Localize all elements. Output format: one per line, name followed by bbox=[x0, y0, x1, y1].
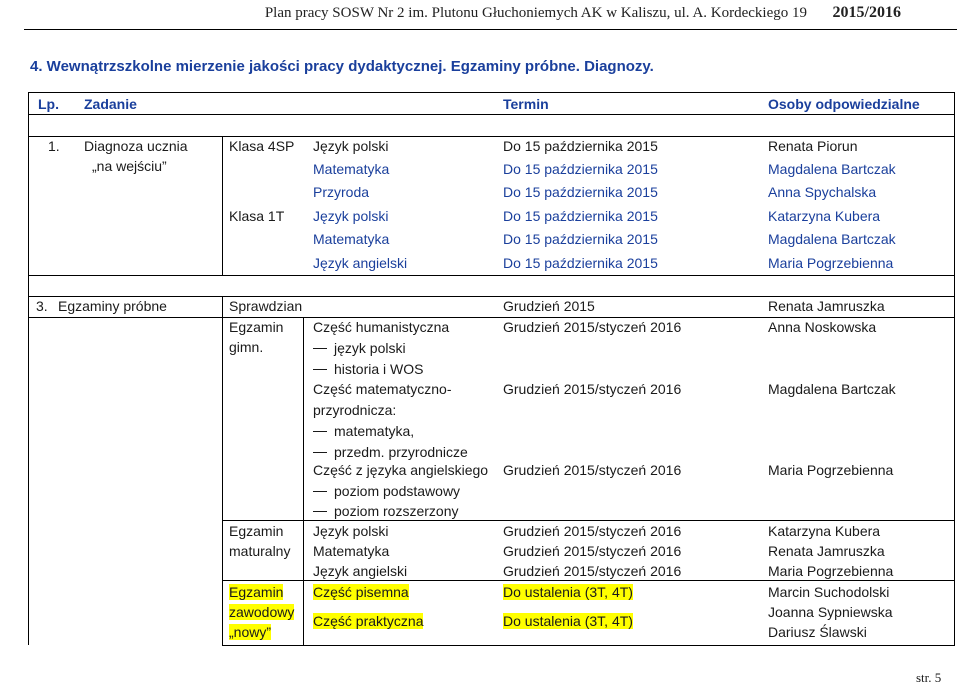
subject: Język polski bbox=[313, 138, 389, 154]
part-title: Część matematyczno- bbox=[313, 381, 452, 397]
termin: Do 15 października 2015 bbox=[503, 184, 658, 200]
osoba: Magdalena Bartczak bbox=[768, 161, 896, 177]
subject: Język angielski bbox=[313, 563, 408, 579]
exam-type-text: Egzamin bbox=[229, 584, 284, 600]
exam-type: gimn. bbox=[229, 339, 264, 355]
termin: Do 15 października 2015 bbox=[503, 138, 658, 154]
row-lp: 3. bbox=[36, 298, 48, 314]
page-number: str. 5 bbox=[916, 670, 942, 685]
dash-bullet bbox=[313, 348, 327, 349]
termin: Do 15 października 2015 bbox=[503, 255, 658, 271]
part-item: poziom rozszerzony bbox=[334, 503, 459, 519]
osoba: Maria Pogrzebienna bbox=[768, 255, 894, 271]
subject: Język polski bbox=[313, 208, 389, 224]
part-title: Część humanistyczna bbox=[313, 319, 450, 335]
part-item: matematyka, bbox=[334, 423, 415, 439]
dash-bullet bbox=[313, 431, 327, 432]
osoba: Anna Spychalska bbox=[768, 184, 877, 200]
exam-type bbox=[229, 583, 283, 601]
termin: Grudzień 2015/styczeń 2016 bbox=[503, 319, 682, 335]
task-name: Diagnoza ucznia bbox=[84, 138, 188, 154]
osoba: Maria Pogrzebienna bbox=[768, 563, 894, 579]
column-header-lp: Lp. bbox=[38, 96, 59, 112]
header-text: Plan pracy SOSW Nr 2 im. Plutonu Głuchoniemych AK w Kaliszu, ul. A. Kordeckiego 19 bbox=[264, 5, 807, 21]
exam-type: maturalny bbox=[229, 543, 291, 559]
subject-text: Część praktyczna bbox=[313, 613, 424, 629]
exam-type: Egzamin bbox=[229, 523, 284, 539]
task-name: Egzaminy próbne bbox=[58, 298, 167, 314]
osoba: Anna Noskowska bbox=[768, 319, 877, 335]
subject: Matematyka bbox=[313, 231, 390, 247]
part-title: Część z języka angielskiego bbox=[313, 462, 489, 478]
dash-bullet bbox=[313, 511, 327, 512]
task-name: „na wejściu” bbox=[92, 158, 167, 174]
dash-bullet bbox=[313, 452, 327, 453]
column-header-termin: Termin bbox=[503, 96, 549, 112]
osoba: Magdalena Bartczak bbox=[768, 381, 896, 397]
exam-type bbox=[229, 623, 271, 641]
subject: Język polski bbox=[313, 523, 389, 539]
osoba: Joanna Sypniewska bbox=[768, 604, 893, 620]
subject: Przyroda bbox=[313, 184, 370, 200]
osoba: Maria Pogrzebienna bbox=[768, 462, 894, 478]
section-title: 4. Wewnątrzszkolne mierzenie jakości pracy dydaktycznej. Egzaminy próbne. Diagnozy. bbox=[30, 58, 654, 75]
termin-text: Do ustalenia (3T, 4T) bbox=[503, 584, 633, 600]
termin: Grudzień 2015/styczeń 2016 bbox=[503, 523, 682, 539]
termin-text: Do ustalenia (3T, 4T) bbox=[503, 613, 633, 629]
header-rule bbox=[24, 29, 957, 30]
dash-bullet bbox=[313, 491, 327, 492]
osoba: Renata Jamruszka bbox=[768, 543, 885, 559]
page-header bbox=[0, 0, 959, 36]
subject bbox=[313, 583, 409, 601]
part-item: przedm. przyrodnicze bbox=[334, 444, 468, 460]
column-header-osoby: Osoby odpowiedzialne bbox=[768, 96, 920, 112]
termin: Grudzień 2015/styczeń 2016 bbox=[503, 543, 682, 559]
column-header-zadanie: Zadanie bbox=[84, 96, 137, 112]
termin: Grudzień 2015 bbox=[503, 298, 595, 314]
dash-bullet bbox=[313, 369, 327, 370]
class-label: Klasa 4SP bbox=[229, 138, 295, 154]
osoba: Katarzyna Kubera bbox=[768, 208, 881, 224]
termin: Do 15 października 2015 bbox=[503, 161, 658, 177]
part-item: poziom podstawowy bbox=[334, 483, 461, 499]
exam-type bbox=[229, 603, 294, 621]
osoba: Renata Piorun bbox=[768, 138, 858, 154]
osoba: Dariusz Ślawski bbox=[768, 624, 867, 640]
osoba: Renata Jamruszka bbox=[768, 298, 885, 314]
termin: Grudzień 2015/styczeń 2016 bbox=[503, 381, 682, 397]
part-item: historia i WOS bbox=[334, 361, 424, 377]
subject-text: Część pisemna bbox=[313, 584, 409, 600]
osoba: Katarzyna Kubera bbox=[768, 523, 881, 539]
subject bbox=[313, 612, 423, 630]
exam-type-text: zawodowy bbox=[229, 604, 295, 620]
termin: Do 15 października 2015 bbox=[503, 208, 658, 224]
subject: Matematyka bbox=[313, 543, 390, 559]
termin bbox=[503, 583, 633, 601]
termin: Grudzień 2015/styczeń 2016 bbox=[503, 462, 682, 478]
subject: Język angielski bbox=[313, 255, 408, 271]
row-lp: 1. bbox=[48, 138, 60, 154]
termin: Do 15 października 2015 bbox=[503, 231, 658, 247]
termin: Grudzień 2015/styczeń 2016 bbox=[503, 563, 682, 579]
exam-type-text: „nowy” bbox=[229, 624, 272, 640]
osoba: Marcin Suchodolski bbox=[768, 584, 890, 600]
osoba: Magdalena Bartczak bbox=[768, 231, 896, 247]
termin bbox=[503, 612, 633, 630]
header-year: 2015/2016 bbox=[832, 4, 901, 21]
sprawdzian-label: Sprawdzian bbox=[229, 298, 303, 314]
part-title: przyrodnicza: bbox=[313, 402, 397, 418]
class-label: Klasa 1T bbox=[229, 208, 285, 224]
subject: Matematyka bbox=[313, 161, 390, 177]
part-item: język polski bbox=[334, 340, 406, 356]
exam-type: Egzamin bbox=[229, 319, 284, 335]
